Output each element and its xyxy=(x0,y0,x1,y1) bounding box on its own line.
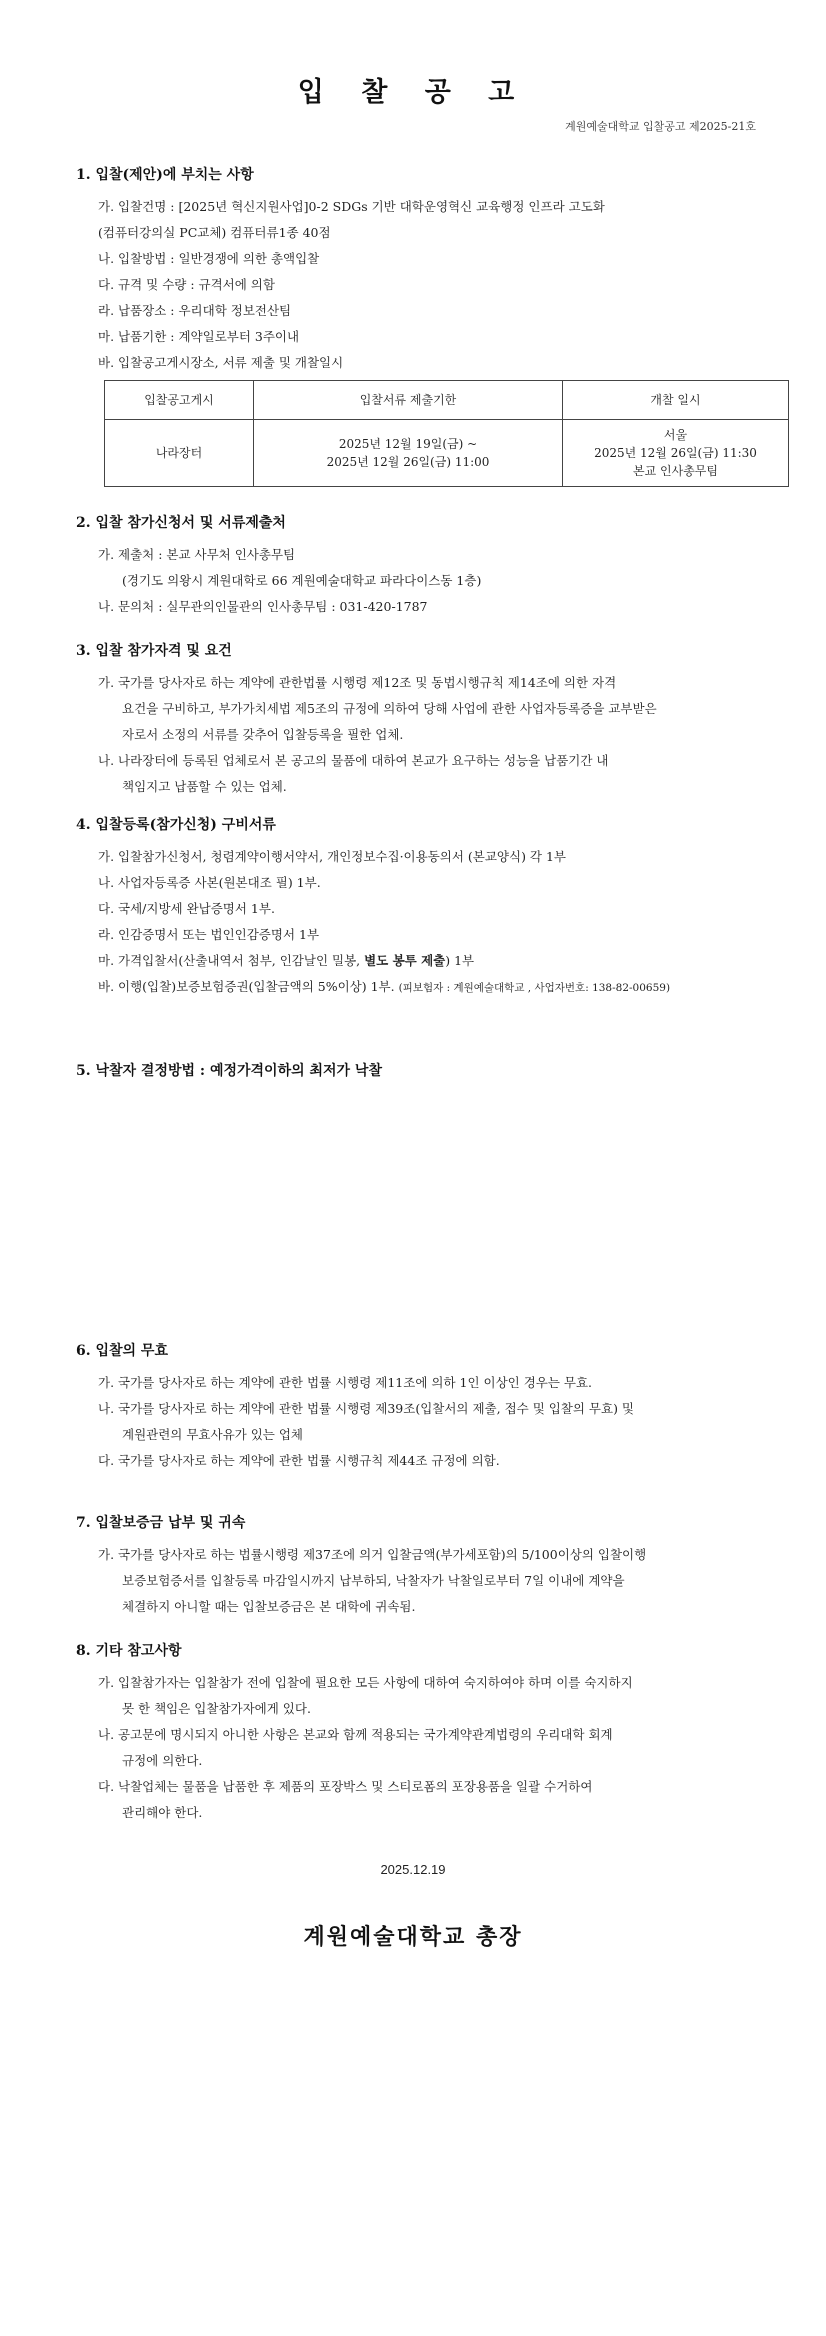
deadline-end: 2025년 12월 26일(금) 11:00 xyxy=(326,455,490,469)
schedule-table xyxy=(104,380,789,487)
notice-date: 2025.12.19 xyxy=(380,1862,446,1877)
section-heading: 5. 낙찰자 결정방법 : 예정가격이하의 최저가 낙찰 xyxy=(76,1063,382,1079)
posting-site: 나라장터 xyxy=(105,420,254,487)
delivery-place: 라. 납품장소 : 우리대학 정보전산팀 xyxy=(98,303,292,318)
deposit-a-cont2: 체결하지 아니할 때는 입찰보증금은 본 대학에 귀속됨. xyxy=(122,1599,416,1614)
section-submission xyxy=(76,512,756,620)
section-deposit xyxy=(76,1512,756,1620)
issuer-signature: 계원예술대학교 총장 xyxy=(303,1924,523,1950)
insured-info: (피보험자 : 계원예술대학교 , 사업자번호: 138-82-00659) xyxy=(398,982,671,994)
delivery-deadline: 마. 납품기한 : 계약일로부터 3주이내 xyxy=(98,329,300,344)
page-title: 입 찰 공 고 xyxy=(297,77,529,108)
submission-deadline xyxy=(254,420,563,487)
price-bid-text: 마. 가격입찰서(산출내역서 첨부, 인감날인 밀봉, xyxy=(98,953,365,968)
doc-seal: 라. 인감증명서 또는 법인인감증명서 1부 xyxy=(98,927,320,942)
opening-city: 서울 xyxy=(663,428,688,442)
section-heading: 7. 입찰보증금 납부 및 귀속 xyxy=(76,1515,246,1531)
section-heading: 2. 입찰 참가신청서 및 서류제출처 xyxy=(76,515,286,531)
doc-application: 가. 입찰참가신청서, 청렴계약이행서약서, 개인정보수집·이용동의서 (본교양식) 각 1부 xyxy=(98,849,566,864)
qualification-a: 가. 국가를 당사자로 하는 계약에 관한법률 시행령 제12조 및 동법시행규칙 제14조에 의한 자격 xyxy=(98,675,617,690)
opening-time: 2025년 12월 26일(금) 11:30 xyxy=(594,446,757,460)
notice-number: 계원예술대학교 입찰공고 제2025-21호 xyxy=(565,120,756,133)
table-header-opening: 개찰 일시 xyxy=(563,381,789,420)
doc-tax: 다. 국세/지방세 완납증명서 1부. xyxy=(98,901,275,916)
table-header-posting: 입찰공고게시 xyxy=(105,381,254,420)
bid-name: 가. 입찰건명 : [2025년 혁신지원사업]0-2 SDGs 기반 대학운영혁신 교육행정 인프라 고도화 xyxy=(98,199,605,214)
section-bid-items xyxy=(76,164,756,487)
table-header-row xyxy=(105,381,789,420)
section-heading: 1. 입찰(제안)에 부치는 사항 xyxy=(76,167,254,183)
opening-datetime xyxy=(563,420,789,487)
deadline-start: 2025년 12월 19일(금) ~ xyxy=(338,437,478,451)
section-qualification xyxy=(76,640,756,800)
section-heading: 8. 기타 참고사항 xyxy=(76,1643,182,1659)
posting-schedule-label: 바. 입찰공고게시장소, 서류 제출 및 개찰일시 xyxy=(98,355,344,370)
section-heading: 3. 입찰 참가자격 및 요건 xyxy=(76,643,232,659)
doc-business-reg: 나. 사업자등록증 사본(원본대조 필) 1부. xyxy=(98,875,321,890)
deposit-a: 가. 국가를 당사자로 하는 법률시행령 제37조에 의거 입찰금액(부가세포함)의 5/100이상의 입찰이행 xyxy=(98,1547,647,1562)
note-b: 나. 공고문에 명시되지 아니한 사항은 본교와 함께 적용되는 국가계약관계법령의 우리대학 회계 xyxy=(98,1727,613,1742)
note-a-cont: 못 한 책임은 입찰참가자에게 있다. xyxy=(122,1701,311,1716)
invalid-c: 다. 국가를 당사자로 하는 계약에 관한 법률 시행규칙 제44조 규정에 의함. xyxy=(98,1453,500,1468)
note-a: 가. 입찰참가자는 입찰참가 전에 입찰에 필요한 모든 사항에 대하여 숙지하여야 하며 이를 숙지하지 xyxy=(98,1675,633,1690)
table-header-deadline: 입찰서류 제출기한 xyxy=(254,381,563,420)
qualification-a-cont1: 요건을 구비하고, 부가가치세법 제5조의 규정에 의하여 당해 사업에 관한 사업자등록증을 교부받은 xyxy=(122,701,657,716)
submit-place: 가. 제출처 : 본교 사무처 인사총무팀 xyxy=(98,547,296,562)
opening-place: 본교 인사총무팀 xyxy=(633,464,718,478)
doc-price-bid xyxy=(76,948,756,974)
price-bid-count: ) 1부 xyxy=(445,953,475,968)
section-award xyxy=(76,1060,756,1090)
submit-address: (경기도 의왕시 계원대학로 66 계원예술대학교 파라다이스동 1층) xyxy=(122,573,482,588)
invalid-b-cont: 계원관련의 무효사유가 있는 업체 xyxy=(122,1427,303,1442)
table-row xyxy=(105,420,789,487)
invalid-b: 나. 국가를 당사자로 하는 계약에 관한 법률 시행령 제39조(입찰서의 제출, 접수 및 입찰의 무효) 및 xyxy=(98,1401,635,1416)
deposit-a-cont1: 보증보험증서를 입찰등록 마감일시까지 납부하되, 낙찰자가 낙찰일로부터 7일 이내에 계약을 xyxy=(122,1573,625,1588)
section-invalid xyxy=(76,1340,756,1474)
section-heading: 4. 입찰등록(참가신청) 구비서류 xyxy=(76,817,276,833)
section-notes xyxy=(76,1640,756,1826)
note-c-cont: 관리해야 한다. xyxy=(122,1805,203,1820)
qualification-b-cont: 책임지고 납품할 수 있는 업체. xyxy=(122,779,287,794)
section-heading: 6. 입찰의 무효 xyxy=(76,1343,168,1359)
guarantee-text: 바. 이행(입찰)보증보험증권(입찰금액의 5%이상) 1부. xyxy=(98,979,395,994)
qualification-b: 나. 나라장터에 등록된 업체로서 본 공고의 물품에 대하여 본교가 요구하는 성능을 납품기간 내 xyxy=(98,753,609,768)
spec-quantity: 다. 규격 및 수량 : 규격서에 의함 xyxy=(98,277,275,292)
note-b-cont: 규정에 의한다. xyxy=(122,1753,203,1768)
qualification-a-cont2: 자로서 소정의 서류를 갖추어 입찰등록을 필한 업체. xyxy=(122,727,404,742)
invalid-a: 가. 국가를 당사자로 하는 계약에 관한 법률 시행령 제11조에 의하 1인 이상인 경우는 무효. xyxy=(98,1375,593,1390)
bid-method: 나. 입찰방법 : 일반경쟁에 의한 총액입찰 xyxy=(98,251,320,266)
doc-guarantee xyxy=(76,974,756,1001)
separate-envelope-text: 별도 봉투 제출 xyxy=(364,953,446,968)
inquiry-contact: 나. 문의처 : 실무관의인물관의 인사총무팀 : 031-420-1787 xyxy=(98,599,428,614)
section-documents xyxy=(76,814,756,1001)
note-c: 다. 낙찰업체는 물품을 납품한 후 제품의 포장박스 및 스티로폼의 포장용품을 일괄 수거하여 xyxy=(98,1779,593,1794)
bid-name-cont: (컴퓨터강의실 PC교체) 컴퓨터류1종 40점 xyxy=(98,225,331,240)
